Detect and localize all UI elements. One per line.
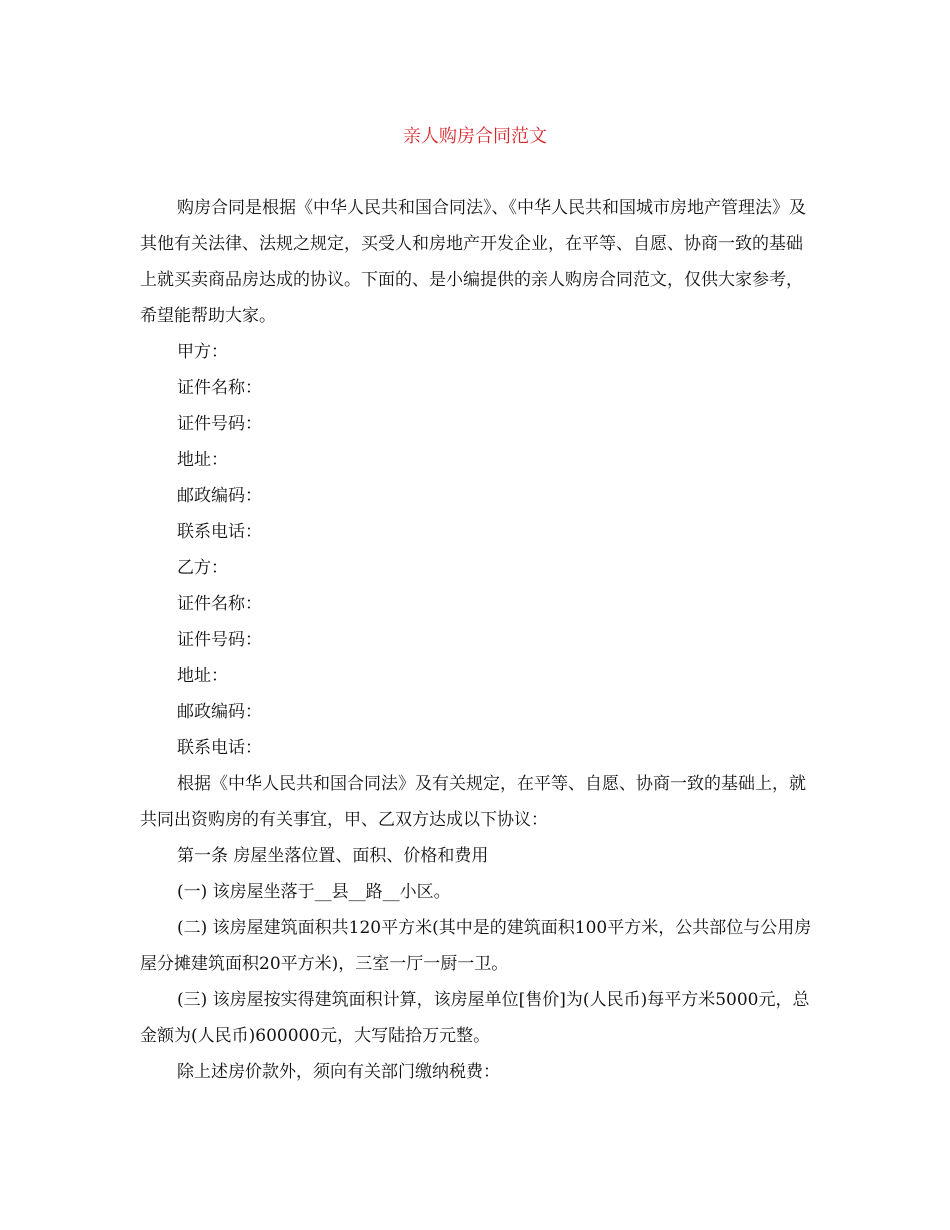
party-a-id-number: 证件号码： — [177, 414, 262, 434]
party-a-postcode: 邮政编码： — [177, 486, 262, 506]
article-one-heading: 第一条 房屋坐落位置、面积、价格和费用 — [177, 846, 489, 866]
clause-taxes: 除上述房价款外，须向有关部门缴纳税费： — [177, 1062, 500, 1082]
agreement-preamble: 根据《中华人民共和国合同法》及有关规定，在平等、自愿、协商一致的基础上，就共同出资购房的有关事宜，甲、乙双方达成以下协议： — [140, 774, 806, 830]
clause-location: (一) 该房屋坐落于__县__路__小区。 — [177, 882, 451, 902]
document-title: 亲人购房合同范文 — [403, 126, 547, 147]
party-b-address: 地址： — [177, 666, 228, 686]
party-a-phone: 联系电话： — [177, 522, 262, 542]
party-b-id-number: 证件号码： — [177, 630, 262, 650]
party-b-phone: 联系电话： — [177, 738, 262, 758]
party-b-id-name: 证件名称： — [177, 594, 262, 614]
clause-price: (三) 该房屋按实得建筑面积计算，该房屋单位[售价]为(人民币)每平方米5000元，总金额为(人民币)600000元，大写陆拾万元整。 — [140, 990, 810, 1046]
party-b-postcode: 邮政编码： — [177, 702, 262, 722]
party-a-label: 甲方： — [177, 342, 228, 362]
clause-area: (二) 该房屋建筑面积共120平方米(其中是的建筑面积100平方米，公共部位与公用房屋分摊建筑面积20平方米)，三室一厅一厨一卫。 — [140, 918, 812, 974]
intro-paragraph: 购房合同是根据《中华人民共和国合同法》、《中华人民共和国城市房地产管理法》及其他有关法律、法规之规定，买受人和房地产开发企业，在平等、自愿、协商一致的基础上就买卖商品房达成的协议。下面的、是小编提供的亲人购房合同范文，仅供大家参考，希望能帮助大家。 — [140, 198, 806, 326]
party-a-id-name: 证件名称： — [177, 378, 262, 398]
party-b-label: 乙方： — [177, 558, 228, 578]
party-a-address: 地址： — [177, 450, 228, 470]
document-body — [140, 190, 816, 1090]
